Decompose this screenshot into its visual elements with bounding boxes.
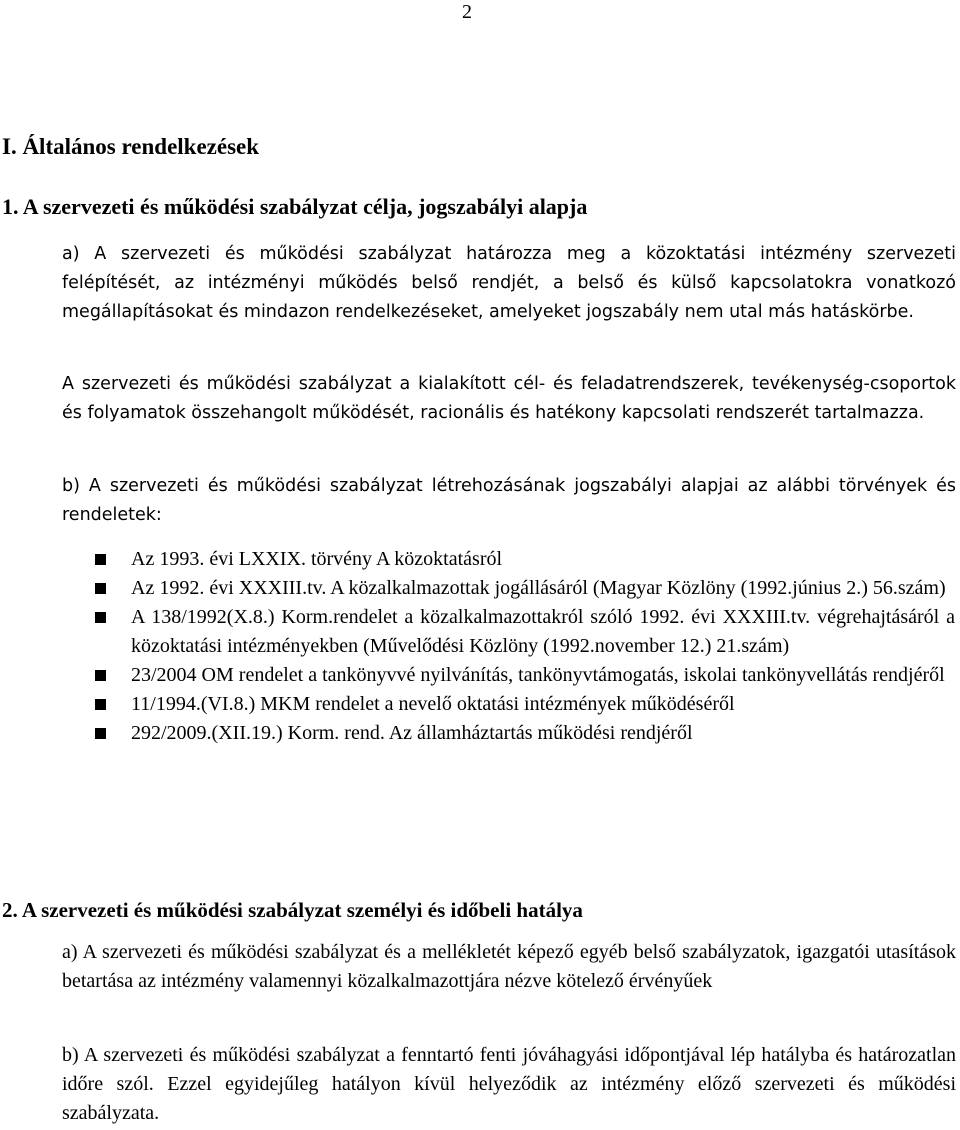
page-number: 2 bbox=[462, 1, 472, 23]
square-bullet-icon bbox=[95, 612, 106, 623]
law-text: 292/2009.(XII.19.) Korm. rend. Az államháztartás működési rendjéről bbox=[131, 722, 693, 744]
law-text: Az 1992. évi XXXIII.tv. A közalkalmazottak jogállásáról (Magyar Közlöny (1992.június 2.) 56.szám) bbox=[131, 577, 946, 599]
law-text: 11/1994.(VI.8.) MKM rendelet a nevelő oktatási intézmények működéséről bbox=[131, 693, 735, 715]
square-bullet-icon bbox=[95, 728, 106, 739]
law-list-item bbox=[0, 574, 955, 603]
square-bullet-icon bbox=[95, 554, 106, 565]
square-bullet-icon bbox=[95, 670, 106, 681]
law-list bbox=[0, 545, 960, 748]
paragraph-a-continued: A szervezeti és működési szabályzat a kialakított cél- és feladatrendszerek, tevékenység-csoportok és folyamatok összehangolt működését, racionális és hatékony kapcsolati rendszerét tartalmazza. bbox=[62, 374, 956, 423]
law-text: A 138/1992(X.8.) Korm.rendelet a közalkalmazottakról szóló 1992. évi XXXIII.tv. végrehajtásáról a közoktatási intézményekben (Művelődési Közlöny (1992.november 12.) 21.szám) bbox=[131, 606, 955, 657]
law-text: 23/2004 OM rendelet a tankönyvvé nyilvánítás, tankönyvtámogatás, iskolai tankönyvellátás rendjéről bbox=[131, 664, 945, 686]
subsection-title-purpose: 1. A szervezeti és működési szabályzat célja, jogszabályi alapja bbox=[2, 194, 588, 219]
law-list-item bbox=[0, 661, 955, 690]
paragraph-a: a) A szervezeti és működési szabályzat határozza meg a közoktatási intézmény szervezeti felépítését, az intézményi működés belső rendjét, a belső és külső kapcsolatokra vonatkozó megállapításokat és mindazon rendelkezéseket, amelyeket jogszabály nem utal más hatáskörbe. bbox=[62, 244, 956, 322]
square-bullet-icon bbox=[95, 583, 106, 594]
section-title-general-provisions: I. Általános rendelkezések bbox=[2, 134, 260, 159]
law-list-item bbox=[0, 719, 955, 748]
law-list-item bbox=[0, 603, 955, 661]
square-bullet-icon bbox=[95, 699, 106, 710]
law-list-item bbox=[0, 690, 955, 719]
law-list-item bbox=[0, 545, 955, 574]
paragraph-b: b) A szervezeti és működési szabályzat létrehozásának jogszabályi alapjai az alábbi törvények és rendeletek: bbox=[62, 476, 956, 525]
section-title-scope: 2. A szervezeti és működési szabályzat személyi és időbeli hatálya bbox=[2, 898, 583, 922]
law-text: Az 1993. évi LXXIX. törvény A közoktatásról bbox=[131, 548, 503, 570]
paragraph-2a: a) A szervezeti és működési szabályzat és a mellékletét képező egyéb belső szabályzatok, igazgatói utasítások betartása az intézmény valamennyi közalkalmazottjára nézve kötelező érvényűek bbox=[62, 941, 956, 992]
paragraph-2b: b) A szervezeti és működési szabályzat a fenntartó fenti jóváhagyási időpontjával lép hatályba és határozatlan időre szól. Ezzel egyidejűleg hatályon kívül helyeződik az intézmény előző szervezeti és működési szabályzata. bbox=[62, 1044, 956, 1124]
